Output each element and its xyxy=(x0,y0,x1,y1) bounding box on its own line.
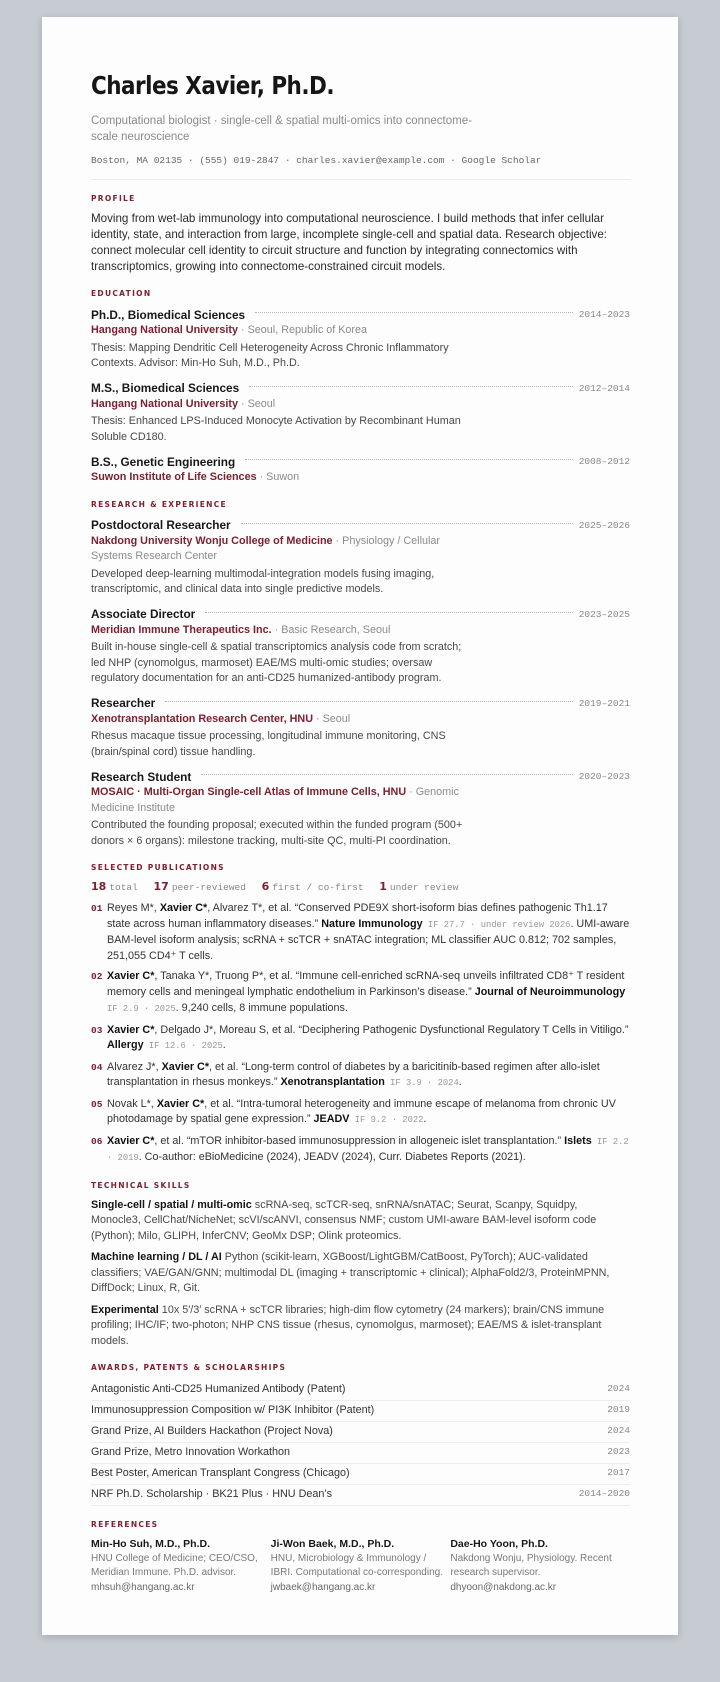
entry-title: Associate Director xyxy=(91,607,196,621)
tagline: Computational biologist · single-cell & spatial multi-omics into connectome-scale neuroscience xyxy=(91,115,472,143)
dotted-leader xyxy=(201,774,572,775)
pub-author-self: Xavier C* xyxy=(159,902,208,914)
entry-desc: Thesis: Enhanced LPS-Induced Monocyte Activation by Recombinant Human Soluble CD180. xyxy=(91,415,461,443)
stat-label: peer-reviewed xyxy=(171,882,246,893)
skill-group xyxy=(91,1250,630,1297)
education-entry xyxy=(91,306,630,372)
pub-title: , Delgado J*, Moreau S, et al. “Deciphering Pathogenic Dysfunctional Regulatory T Cells in Vitiligo.” xyxy=(154,1023,629,1036)
pub-title: , Tanaka Y*, Truong P*, et al. “Immune cell-enriched scRNA-seq unveils infiltrated CD8⁺ T resident memory cells and meningeal lymphatic endothelium in Parkinson’s disease.” xyxy=(107,970,625,998)
experience-entry xyxy=(91,768,630,849)
pub-note: . xyxy=(222,1039,226,1051)
pub-journal: Nature Immunology xyxy=(321,917,423,930)
dotted-leader xyxy=(205,612,572,613)
contact-line: Boston, MA 02135 · (555) 019-2847 · charles.xavier@example.com · Google Scholar xyxy=(91,155,630,180)
award-year: 2014–2020 xyxy=(578,1488,630,1499)
stat-count: 6 xyxy=(261,880,270,893)
award-year: 2023 xyxy=(607,1446,630,1457)
pub-journal: Allergy xyxy=(107,1039,144,1051)
entry-title: B.S., Genetic Engineering xyxy=(91,454,236,469)
pub-meta: IF 3.9 · 2024 xyxy=(384,1078,459,1088)
publication-item xyxy=(91,1023,630,1055)
experience-list xyxy=(91,517,630,850)
pub-author-self: Xavier C* xyxy=(107,970,155,982)
pub-authors-pre: Alvarez J*, xyxy=(107,1060,162,1073)
award-row xyxy=(91,1422,630,1443)
skill-group xyxy=(91,1198,630,1245)
entry-title: Researcher xyxy=(91,696,156,710)
pub-author-self: Xavier C* xyxy=(156,1097,205,1110)
entry-date: 2014–2023 xyxy=(578,309,630,320)
entry-date: 2019–2021 xyxy=(578,697,630,709)
section-heading-references: REFERENCES xyxy=(91,1520,159,1529)
reference-email[interactable]: dhyoon@nakdong.ac.kr xyxy=(450,1581,557,1593)
publication-item xyxy=(91,1134,630,1167)
pub-author-self: Xavier C* xyxy=(107,1023,155,1036)
skill-label: Machine learning / DL / AI xyxy=(91,1251,222,1263)
entry-org: Hangang National University xyxy=(91,397,238,410)
reference-desc: HNU College of Medicine; CEO/CSO, Meridian Immune. Ph.D. advisor. xyxy=(91,1552,258,1578)
award-year: 2024 xyxy=(607,1383,630,1394)
education-entry xyxy=(91,453,630,486)
entry-date: 2023–2025 xyxy=(578,608,630,620)
pub-note: . Co-author: eBioMedicine (2024), JEADV (2024), Curr. Diabetes Reports (2021). xyxy=(138,1151,526,1163)
section-heading-profile: PROFILE xyxy=(91,194,136,203)
experience-entry xyxy=(91,517,630,598)
reference-name: Dae-Ho Yoon, Ph.D. xyxy=(450,1538,548,1550)
experience-entry xyxy=(91,695,630,761)
publication-number: 03 xyxy=(91,1024,103,1036)
publication-number: 06 xyxy=(91,1135,103,1147)
reference-name: Ji-Won Baek, M.D., Ph.D. xyxy=(270,1538,395,1550)
pub-authors-pre: Novak L*, xyxy=(107,1097,157,1110)
pub-meta: IF 2.9 · 2025 xyxy=(107,1004,176,1014)
entry-desc: Rhesus macaque tissue processing, longitudinal immune monitoring, CNS (brain/spinal cord) tissue handling. xyxy=(91,730,446,758)
pub-author-self: Xavier C* xyxy=(161,1060,210,1073)
award-row xyxy=(91,1401,630,1422)
entry-date: 2020–2023 xyxy=(578,771,630,782)
stat-label: first / co-first xyxy=(272,882,364,893)
entry-org: Hangang National University xyxy=(91,324,238,336)
skill-label: Single-cell / spatial / multi-omic xyxy=(91,1198,252,1211)
award-row xyxy=(91,1485,630,1506)
dotted-leader xyxy=(165,701,572,702)
section-heading-education: EDUCATION xyxy=(91,289,152,298)
education-list xyxy=(91,306,630,486)
award-row xyxy=(91,1464,630,1485)
entry-place: · Seoul, Republic of Korea xyxy=(238,324,368,336)
skill-group xyxy=(91,1303,630,1350)
reference-desc: Nakdong Wonju, Physiology. Recent research supervisor. xyxy=(450,1552,612,1578)
skill-text: 10x 5′/3′ scRNA + scTCR libraries; high-dim flow cytometry (24 markers); brain/CNS immune profiling; IHC/IF; two-photon; NHP CNS tissue (rhesus, cynomolgus, marmoset); EAE/MS & islet-transplant models. xyxy=(91,1303,605,1347)
reference-name: Min-Ho Suh, M.D., Ph.D. xyxy=(91,1538,210,1550)
reference-email[interactable]: jwbaek@hangang.ac.kr xyxy=(270,1581,376,1593)
section-heading-awards: AWARDS, PATENTS & SCHOLARSHIPS xyxy=(91,1363,287,1372)
pub-authors-pre: Reyes M*, xyxy=(107,902,160,914)
publication-item xyxy=(91,1097,630,1129)
award-year: 2019 xyxy=(607,1404,630,1415)
pub-note: . xyxy=(423,1113,427,1125)
award-label: Antagonistic Anti-CD25 Humanized Antibody (Patent) xyxy=(91,1383,346,1395)
entry-title: M.S., Biomedical Sciences xyxy=(91,381,240,395)
section-heading-skills: TECHNICAL SKILLS xyxy=(91,1180,191,1190)
entry-place: · Suwon xyxy=(256,471,300,483)
pub-journal: JEADV xyxy=(313,1113,350,1125)
profile-text: Moving from wet-lab immunology into computational neuroscience. I build methods that infer cellular identity, state, and interaction from large, incomplete single-cell and spatial data. Research objective: connect molecular cell identity to circuit structure and function by integrating connectomics with transcriptomics, growing into connectome-constrained circuit models. xyxy=(91,212,607,273)
experience-entry xyxy=(91,606,630,687)
entry-date: 2012–2014 xyxy=(578,382,630,394)
entry-desc: Developed deep-learning multimodal-integration models fusing imaging, transcriptomic, and clinical data into single predictive models. xyxy=(91,567,435,595)
reference-card xyxy=(450,1537,630,1595)
publication-item xyxy=(91,1060,630,1092)
pub-note: . UMI-aware BAM-level isoform analysis; scRNA + scTCR + snATAC integration; ML classifier AUC 0.812; 702 samples, 251,055 CD4⁺ T cells. xyxy=(107,917,630,962)
publication-number: 02 xyxy=(91,971,103,982)
references-list xyxy=(91,1537,630,1595)
pub-author-self: Xavier C* xyxy=(107,1134,155,1147)
dotted-leader xyxy=(249,386,573,387)
pub-title: , et al. “Long-term control of diabetes by a baricitinib-based regimen after allo-islet transplantation in rhesus monkeys.” xyxy=(107,1060,600,1088)
reference-email[interactable]: mhsuh@hangang.ac.kr xyxy=(91,1581,195,1593)
award-label: Immunosuppression Composition w/ PI3K Inhibitor (Patent) xyxy=(91,1404,375,1416)
award-label: NRF Ph.D. Scholarship · BK21 Plus · HNU Dean’s xyxy=(91,1488,333,1500)
awards-list xyxy=(91,1380,630,1506)
pub-meta: IF 2.2 · 2019 xyxy=(107,1136,629,1163)
stat-label: total xyxy=(109,882,138,893)
publication-list xyxy=(91,901,630,1167)
reference-desc: HNU, Microbiology & Immunology / IBRI. Computational co-corresponding. xyxy=(270,1552,443,1578)
reference-card xyxy=(271,1537,451,1595)
entry-org: Meridian Immune Therapeutics Inc. xyxy=(91,623,272,636)
pub-note: . 9,240 cells, 8 immune populations. xyxy=(175,1002,348,1014)
reference-card xyxy=(91,1537,271,1595)
award-year: 2024 xyxy=(607,1425,630,1436)
entry-org: Xenotransplantation Research Center, HNU xyxy=(91,712,313,725)
award-year: 2017 xyxy=(607,1467,630,1478)
publication-item xyxy=(91,969,630,1018)
publication-item xyxy=(91,901,630,964)
candidate-name: Charles Xavier, Ph.D. xyxy=(91,71,334,100)
section-heading-publications: SELECTED PUBLICATIONS xyxy=(91,863,225,872)
entry-desc: Thesis: Mapping Dendritic Cell Heterogeneity Across Chronic Inflammatory Contexts. Advisor: Min-Ho Suh, M.D., Ph.D. xyxy=(91,341,449,369)
entry-place: · Physiology / Cellular Systems Research Center xyxy=(91,534,440,562)
stat-label: under review xyxy=(389,882,459,893)
pub-title: , et al. “mTOR inhibitor-based immunosuppression in allogeneic islet transplantation.” xyxy=(154,1134,565,1147)
stat-count: 17 xyxy=(153,880,169,893)
award-label: Best Poster, American Transplant Congress (Chicago) xyxy=(91,1467,350,1479)
pub-title: , Alvarez T*, et al. “Conserved PDE9X short-isoform bias defines pathogenic Th1.17 state across human inflammatory diseases.” xyxy=(107,902,608,930)
skill-text: scRNA-seq, scTCR-seq, snRNA/snATAC; Seurat, Scanpy, Squidpy, Monocle3, CellChat/NicheNet; scVI/scANVI, consensus NMF; custom UMI-aware BAM-level isoform code (Python); Milo, GLIPH, InferCNV; GeoMx DSP; Olink proteomics. xyxy=(91,1198,597,1242)
skills-list xyxy=(91,1198,630,1350)
entry-desc: Built in-house single-cell & spatial transcriptomics analysis code from scratch; led NHP (cynomolgus, marmoset) EAE/MS multi-omic studies; oversaw regulatory documentation for an anti-CD25 humanized-antibody program. xyxy=(91,641,462,684)
pub-meta: IF 12.6 · 2025 xyxy=(143,1041,223,1051)
entry-place: · Seoul xyxy=(313,712,351,725)
pub-note: . xyxy=(458,1076,462,1088)
entry-org: Nakdong University Wonju College of Medicine xyxy=(91,534,333,547)
pub-meta: IF 27.7 · under review 2026 xyxy=(422,919,571,930)
entry-date: 2008–2012 xyxy=(578,456,630,467)
award-row xyxy=(91,1443,630,1464)
award-row xyxy=(91,1380,630,1401)
entry-place: · Seoul xyxy=(238,397,276,410)
entry-title: Ph.D., Biomedical Sciences xyxy=(91,307,246,322)
resume-page xyxy=(42,17,678,1635)
entry-date: 2025–2026 xyxy=(578,519,630,531)
publication-number: 05 xyxy=(91,1098,103,1110)
pub-journal: Xenotransplantation xyxy=(280,1076,385,1088)
pub-journal: Islets xyxy=(564,1134,592,1147)
award-label: Grand Prize, AI Builders Hackathon (Project Nova) xyxy=(91,1425,333,1437)
entry-org: Suwon Institute of Life Sciences xyxy=(91,471,257,483)
entry-place: · Genomic Medicine Institute xyxy=(91,786,459,814)
dotted-leader xyxy=(245,459,572,460)
skill-text: Python (scikit-learn, XGBoost/LightGBM/CatBoost, PyTorch); AUC-validated classifiers; VAE/GAN/GNN; multimodal DL (imaging + transcriptomic + clinical); AlphaFold2/3, ProteinMPNN, DiffDock; Linux, R, Git. xyxy=(91,1251,610,1294)
education-entry xyxy=(91,380,630,446)
dotted-leader xyxy=(241,523,573,524)
publication-number: 04 xyxy=(91,1061,103,1073)
stat-count: 18 xyxy=(91,880,107,893)
skill-label: Experimental xyxy=(91,1303,159,1316)
pub-meta: IF 9.2 · 2022 xyxy=(349,1115,424,1125)
entry-org: MOSAIC · Multi-Organ Single-cell Atlas of Immune Cells, HNU xyxy=(91,786,407,798)
pub-journal: Journal of Neuroimmunology xyxy=(474,985,626,998)
entry-title: Research Student xyxy=(91,769,192,784)
entry-desc: Contributed the founding proposal; executed within the funded program (500+ donors × 6 organs): milestone tracking, multi-site QC, multi-PI coordination. xyxy=(91,819,463,847)
pub-title: , et al. “Intra-tumoral heterogeneity and immune escape of melanoma from chronic UV photodamage by spatial gene expression.” xyxy=(107,1097,616,1125)
dotted-leader xyxy=(255,312,573,313)
section-heading-experience: RESEARCH & EXPERIENCE xyxy=(91,499,227,509)
publication-number: 01 xyxy=(91,903,103,914)
stat-count: 1 xyxy=(379,880,387,893)
publication-stats xyxy=(91,880,630,893)
award-label: Grand Prize, Metro Innovation Workathon xyxy=(91,1446,291,1458)
entry-place: · Basic Research, Seoul xyxy=(271,623,391,636)
entry-title: Postdoctoral Researcher xyxy=(91,518,231,532)
